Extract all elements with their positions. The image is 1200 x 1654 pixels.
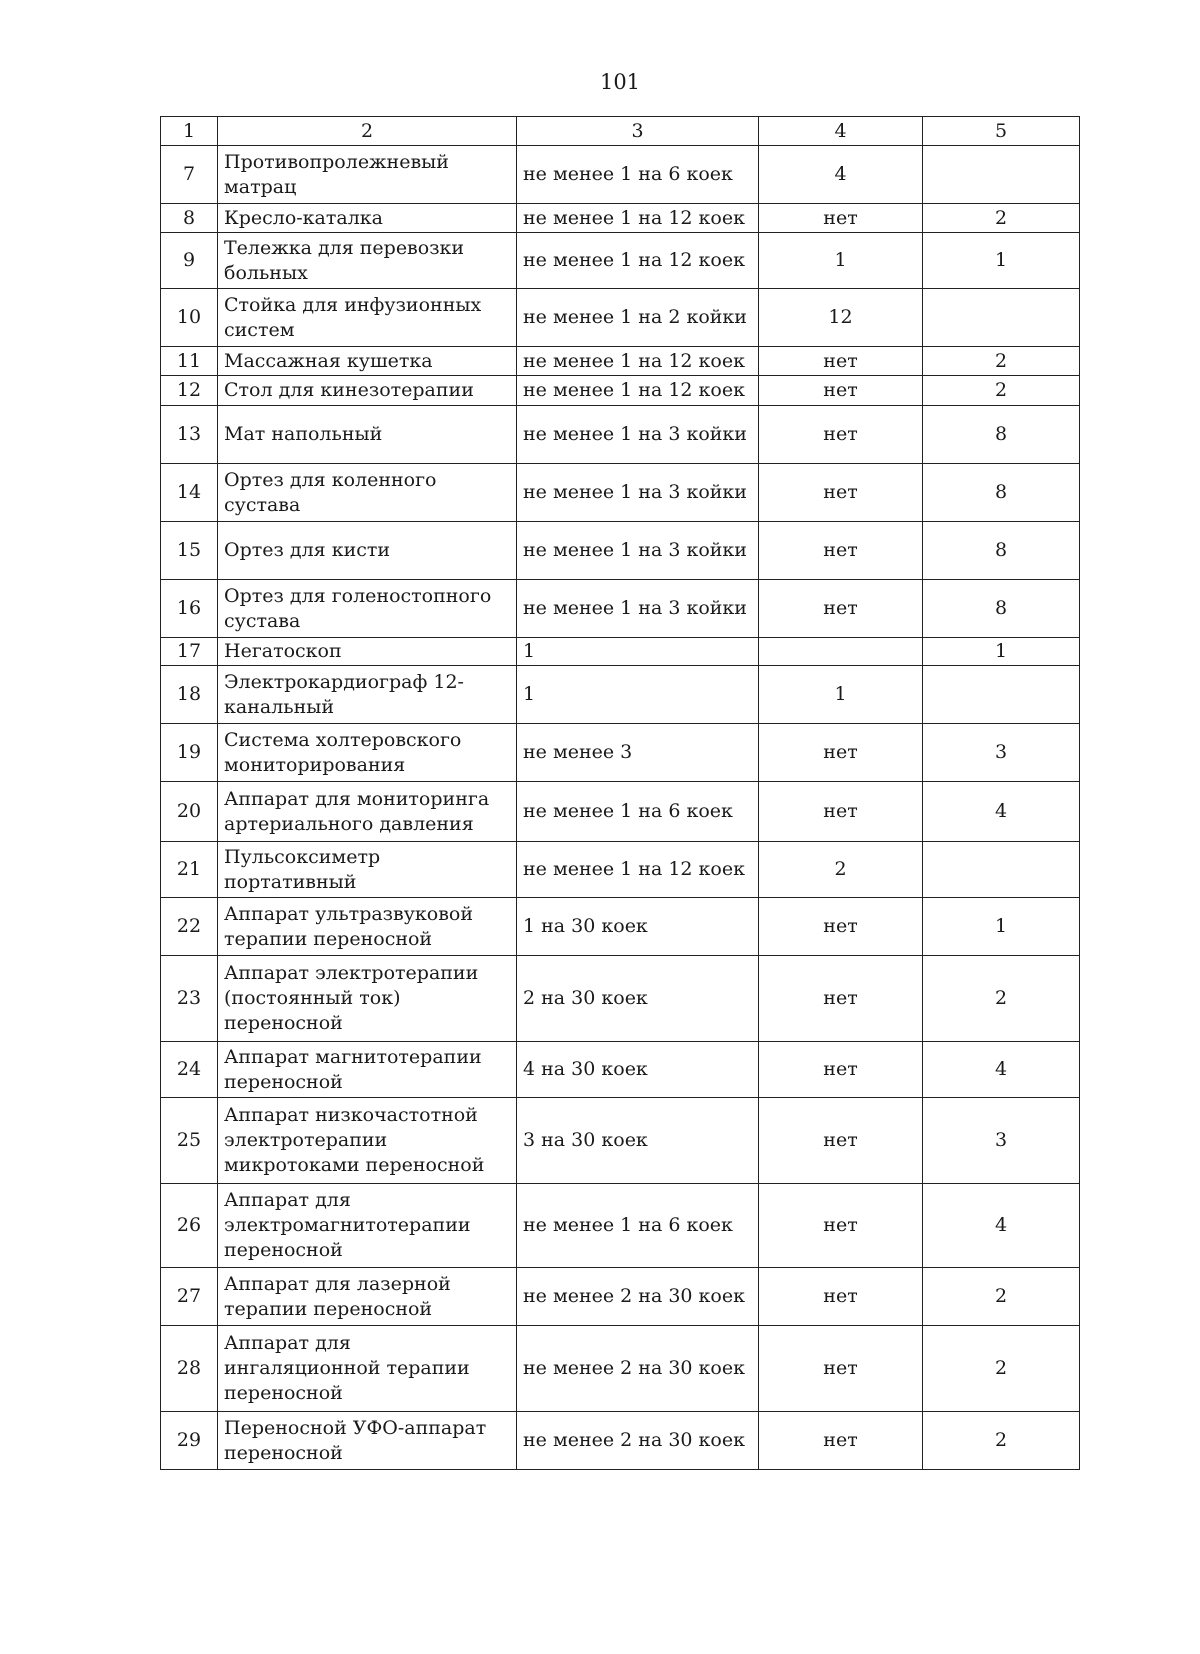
equipment-name: Электрокардиограф 12-канальный — [218, 666, 517, 724]
equipment-table — [160, 116, 1080, 1470]
norm-value: не менее 1 на 6 коек — [517, 782, 759, 842]
table-body — [161, 117, 1080, 1470]
row-number: 9 — [161, 233, 218, 289]
page-number: 101 — [599, 70, 641, 94]
available-value: нет — [759, 406, 923, 464]
norm-value: не менее 1 на 12 коек — [517, 842, 759, 898]
needed-value: 8 — [923, 580, 1080, 638]
table-row — [161, 1412, 1080, 1470]
equipment-name: Ортез для коленного сустава — [218, 464, 517, 522]
table-row — [161, 146, 1080, 204]
row-number: 10 — [161, 289, 218, 347]
equipment-name: Противопролежневый матрац — [218, 146, 517, 204]
norm-value: 4 на 30 коек — [517, 1042, 759, 1098]
equipment-name: Стол для кинезотерапии — [218, 376, 517, 406]
available-value: 12 — [759, 289, 923, 347]
row-number: 12 — [161, 376, 218, 406]
table-row — [161, 233, 1080, 289]
available-value: нет — [759, 1412, 923, 1470]
table-row — [161, 1268, 1080, 1326]
available-value: нет — [759, 464, 923, 522]
norm-value: не менее 1 на 12 коек — [517, 233, 759, 289]
row-number: 27 — [161, 1268, 218, 1326]
table-row — [161, 898, 1080, 956]
norm-value: не менее 1 на 12 коек — [517, 347, 759, 376]
available-value: нет — [759, 1326, 923, 1412]
table-row — [161, 724, 1080, 782]
norm-value: не менее 1 на 12 коек — [517, 376, 759, 406]
available-value: нет — [759, 956, 923, 1042]
norm-value: 1 — [517, 638, 759, 666]
available-value — [759, 638, 923, 666]
equipment-name: Аппарат электротерапии (постоянный ток) переносной — [218, 956, 517, 1042]
equipment-name: Негатоскоп — [218, 638, 517, 666]
table-row — [161, 1042, 1080, 1098]
table-row — [161, 638, 1080, 666]
needed-value: 2 — [923, 956, 1080, 1042]
norm-value: не менее 2 на 30 коек — [517, 1268, 759, 1326]
needed-value — [923, 146, 1080, 204]
header-col-5: 5 — [923, 117, 1080, 146]
norm-value: не менее 2 на 30 коек — [517, 1412, 759, 1470]
needed-value: 4 — [923, 782, 1080, 842]
available-value: нет — [759, 1184, 923, 1268]
equipment-name: Тележка для перевозки больных — [218, 233, 517, 289]
equipment-name: Стойка для инфузионных систем — [218, 289, 517, 347]
available-value: нет — [759, 522, 923, 580]
available-value: нет — [759, 376, 923, 406]
norm-value: не менее 1 на 12 коек — [517, 204, 759, 233]
available-value: нет — [759, 204, 923, 233]
norm-value: не менее 1 на 3 койки — [517, 580, 759, 638]
available-value: нет — [759, 347, 923, 376]
header-col-2: 2 — [218, 117, 517, 146]
needed-value: 2 — [923, 376, 1080, 406]
row-number: 29 — [161, 1412, 218, 1470]
row-number: 21 — [161, 842, 218, 898]
equipment-name: Аппарат низкочастотной электротерапии микротоками переносной — [218, 1098, 517, 1184]
table-row — [161, 666, 1080, 724]
needed-value — [923, 666, 1080, 724]
needed-value: 8 — [923, 464, 1080, 522]
needed-value: 1 — [923, 898, 1080, 956]
row-number: 18 — [161, 666, 218, 724]
needed-value: 8 — [923, 522, 1080, 580]
row-number: 16 — [161, 580, 218, 638]
needed-value: 2 — [923, 347, 1080, 376]
equipment-name: Аппарат для ингаляционной терапии переносной — [218, 1326, 517, 1412]
table-row — [161, 1184, 1080, 1268]
needed-value: 3 — [923, 1098, 1080, 1184]
table-row — [161, 1326, 1080, 1412]
row-number: 24 — [161, 1042, 218, 1098]
norm-value: 1 — [517, 666, 759, 724]
needed-value: 2 — [923, 1268, 1080, 1326]
needed-value: 2 — [923, 204, 1080, 233]
norm-value: не менее 2 на 30 коек — [517, 1326, 759, 1412]
table-row — [161, 406, 1080, 464]
equipment-name: Ортез для голеностопного сустава — [218, 580, 517, 638]
available-value: нет — [759, 1268, 923, 1326]
needed-value — [923, 842, 1080, 898]
available-value: нет — [759, 724, 923, 782]
header-col-3: 3 — [517, 117, 759, 146]
equipment-name: Система холтеровского мониторирования — [218, 724, 517, 782]
norm-value: не менее 1 на 2 койки — [517, 289, 759, 347]
needed-value: 4 — [923, 1184, 1080, 1268]
norm-value: не менее 3 — [517, 724, 759, 782]
row-number: 14 — [161, 464, 218, 522]
table-row — [161, 956, 1080, 1042]
row-number: 26 — [161, 1184, 218, 1268]
row-number: 13 — [161, 406, 218, 464]
row-number: 7 — [161, 146, 218, 204]
norm-value: 1 на 30 коек — [517, 898, 759, 956]
needed-value: 4 — [923, 1042, 1080, 1098]
available-value: нет — [759, 898, 923, 956]
available-value: 1 — [759, 233, 923, 289]
header-col-4: 4 — [759, 117, 923, 146]
available-value: 4 — [759, 146, 923, 204]
equipment-name: Аппарат магнитотерапии переносной — [218, 1042, 517, 1098]
equipment-name: Переносной УФО-аппарат переносной — [218, 1412, 517, 1470]
table-row — [161, 289, 1080, 347]
needed-value: 2 — [923, 1412, 1080, 1470]
needed-value: 1 — [923, 233, 1080, 289]
row-number: 8 — [161, 204, 218, 233]
table-row — [161, 522, 1080, 580]
equipment-name: Аппарат ультразвуковой терапии переносной — [218, 898, 517, 956]
row-number: 23 — [161, 956, 218, 1042]
row-number: 19 — [161, 724, 218, 782]
header-col-1: 1 — [161, 117, 218, 146]
needed-value: 8 — [923, 406, 1080, 464]
available-value: 2 — [759, 842, 923, 898]
available-value: нет — [759, 782, 923, 842]
equipment-name: Мат напольный — [218, 406, 517, 464]
norm-value: не менее 1 на 6 коек — [517, 1184, 759, 1268]
row-number: 25 — [161, 1098, 218, 1184]
row-number: 20 — [161, 782, 218, 842]
table-row — [161, 204, 1080, 233]
norm-value: 2 на 30 коек — [517, 956, 759, 1042]
row-number: 28 — [161, 1326, 218, 1412]
norm-value: 3 на 30 коек — [517, 1098, 759, 1184]
equipment-name: Аппарат для электромагнитотерапии переносной — [218, 1184, 517, 1268]
available-value: нет — [759, 580, 923, 638]
equipment-name: Аппарат для лазерной терапии переносной — [218, 1268, 517, 1326]
equipment-name: Аппарат для мониторинга артериального давления — [218, 782, 517, 842]
available-value: нет — [759, 1098, 923, 1184]
needed-value — [923, 289, 1080, 347]
needed-value: 2 — [923, 1326, 1080, 1412]
table-row — [161, 842, 1080, 898]
row-number: 15 — [161, 522, 218, 580]
row-number: 17 — [161, 638, 218, 666]
table-row — [161, 580, 1080, 638]
table-row — [161, 347, 1080, 376]
table-row — [161, 1098, 1080, 1184]
equipment-name: Кресло-каталка — [218, 204, 517, 233]
table-row — [161, 376, 1080, 406]
norm-value: не менее 1 на 3 койки — [517, 522, 759, 580]
row-number: 22 — [161, 898, 218, 956]
norm-value: не менее 1 на 3 койки — [517, 406, 759, 464]
table-row — [161, 782, 1080, 842]
needed-value: 1 — [923, 638, 1080, 666]
needed-value: 3 — [923, 724, 1080, 782]
equipment-name: Ортез для кисти — [218, 522, 517, 580]
equipment-name: Массажная кушетка — [218, 347, 517, 376]
equipment-name: Пульсоксиметр портативный — [218, 842, 517, 898]
norm-value: не менее 1 на 3 койки — [517, 464, 759, 522]
row-number: 11 — [161, 347, 218, 376]
table-header-row — [161, 117, 1080, 146]
norm-value: не менее 1 на 6 коек — [517, 146, 759, 204]
available-value: 1 — [759, 666, 923, 724]
table-row — [161, 464, 1080, 522]
available-value: нет — [759, 1042, 923, 1098]
